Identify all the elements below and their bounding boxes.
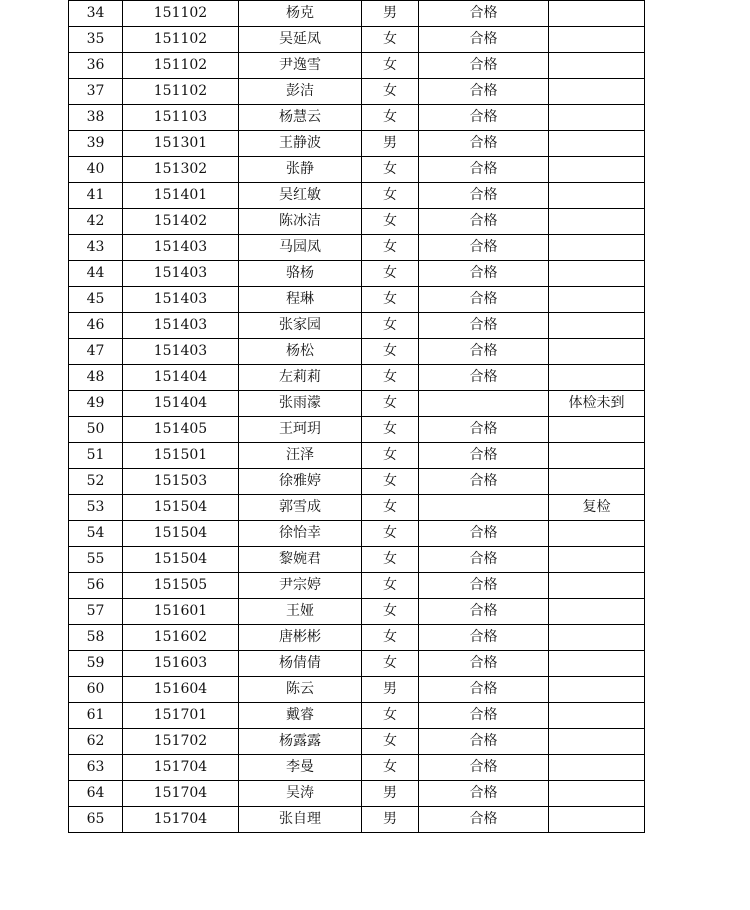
result-cell: 合格 xyxy=(419,183,549,209)
gender-cell: 女 xyxy=(362,703,419,729)
remark-cell: 体检未到 xyxy=(549,391,645,417)
table-row xyxy=(69,79,645,105)
table-body xyxy=(69,1,645,833)
class-id-cell: 151704 xyxy=(123,755,239,781)
result-cell: 合格 xyxy=(419,521,549,547)
table-row xyxy=(69,573,645,599)
table-row xyxy=(69,807,645,833)
remark-cell xyxy=(549,235,645,261)
row-number-cell: 44 xyxy=(69,261,123,287)
class-id-cell: 151103 xyxy=(123,105,239,131)
table-row xyxy=(69,495,645,521)
class-id-cell: 151404 xyxy=(123,365,239,391)
class-id-cell: 151403 xyxy=(123,261,239,287)
remark-cell xyxy=(549,443,645,469)
row-number-cell: 60 xyxy=(69,677,123,703)
class-id-cell: 151301 xyxy=(123,131,239,157)
remark-cell xyxy=(549,287,645,313)
remark-cell xyxy=(549,339,645,365)
remark-cell xyxy=(549,599,645,625)
result-cell: 合格 xyxy=(419,287,549,313)
gender-cell: 女 xyxy=(362,209,419,235)
remark-cell xyxy=(549,157,645,183)
result-cell: 合格 xyxy=(419,781,549,807)
student-name-cell: 王静波 xyxy=(239,131,362,157)
gender-cell: 女 xyxy=(362,53,419,79)
result-cell: 合格 xyxy=(419,313,549,339)
remark-cell xyxy=(549,677,645,703)
table-row xyxy=(69,417,645,443)
result-cell: 合格 xyxy=(419,157,549,183)
remark-cell xyxy=(549,469,645,495)
row-number-cell: 61 xyxy=(69,703,123,729)
student-name-cell: 唐彬彬 xyxy=(239,625,362,651)
health-check-table xyxy=(68,0,645,833)
table-row xyxy=(69,183,645,209)
gender-cell: 男 xyxy=(362,781,419,807)
table-row xyxy=(69,521,645,547)
gender-cell: 女 xyxy=(362,625,419,651)
result-cell: 合格 xyxy=(419,417,549,443)
table-row xyxy=(69,703,645,729)
class-id-cell: 151403 xyxy=(123,235,239,261)
remark-cell xyxy=(549,131,645,157)
gender-cell: 女 xyxy=(362,599,419,625)
table-row xyxy=(69,547,645,573)
result-cell: 合格 xyxy=(419,573,549,599)
table-row xyxy=(69,729,645,755)
gender-cell: 女 xyxy=(362,287,419,313)
class-id-cell: 151504 xyxy=(123,547,239,573)
student-name-cell: 戴睿 xyxy=(239,703,362,729)
class-id-cell: 151402 xyxy=(123,209,239,235)
row-number-cell: 37 xyxy=(69,79,123,105)
class-id-cell: 151601 xyxy=(123,599,239,625)
row-number-cell: 56 xyxy=(69,573,123,599)
table-row xyxy=(69,339,645,365)
result-cell: 合格 xyxy=(419,209,549,235)
table-row xyxy=(69,365,645,391)
gender-cell: 女 xyxy=(362,391,419,417)
remark-cell xyxy=(549,209,645,235)
table-row xyxy=(69,677,645,703)
row-number-cell: 53 xyxy=(69,495,123,521)
gender-cell: 男 xyxy=(362,1,419,27)
row-number-cell: 38 xyxy=(69,105,123,131)
table-row xyxy=(69,27,645,53)
remark-cell xyxy=(549,755,645,781)
gender-cell: 女 xyxy=(362,339,419,365)
gender-cell: 男 xyxy=(362,677,419,703)
table-row xyxy=(69,209,645,235)
table-row xyxy=(69,157,645,183)
table-row xyxy=(69,781,645,807)
student-name-cell: 吴红敏 xyxy=(239,183,362,209)
class-id-cell: 151602 xyxy=(123,625,239,651)
remark-cell xyxy=(549,105,645,131)
gender-cell: 女 xyxy=(362,235,419,261)
table-row xyxy=(69,261,645,287)
class-id-cell: 151701 xyxy=(123,703,239,729)
table-row xyxy=(69,1,645,27)
document-page xyxy=(68,0,644,833)
row-number-cell: 57 xyxy=(69,599,123,625)
student-name-cell: 吴延凤 xyxy=(239,27,362,53)
result-cell: 合格 xyxy=(419,1,549,27)
gender-cell: 女 xyxy=(362,547,419,573)
table-row xyxy=(69,313,645,339)
gender-cell: 女 xyxy=(362,755,419,781)
result-cell: 合格 xyxy=(419,651,549,677)
row-number-cell: 45 xyxy=(69,287,123,313)
row-number-cell: 65 xyxy=(69,807,123,833)
row-number-cell: 42 xyxy=(69,209,123,235)
student-name-cell: 杨露露 xyxy=(239,729,362,755)
class-id-cell: 151403 xyxy=(123,313,239,339)
class-id-cell: 151501 xyxy=(123,443,239,469)
result-cell: 合格 xyxy=(419,27,549,53)
gender-cell: 女 xyxy=(362,495,419,521)
class-id-cell: 151403 xyxy=(123,339,239,365)
row-number-cell: 51 xyxy=(69,443,123,469)
gender-cell: 女 xyxy=(362,79,419,105)
row-number-cell: 49 xyxy=(69,391,123,417)
gender-cell: 女 xyxy=(362,729,419,755)
class-id-cell: 151704 xyxy=(123,807,239,833)
row-number-cell: 63 xyxy=(69,755,123,781)
student-name-cell: 徐怡幸 xyxy=(239,521,362,547)
student-name-cell: 彭洁 xyxy=(239,79,362,105)
result-cell: 合格 xyxy=(419,53,549,79)
remark-cell xyxy=(549,729,645,755)
student-name-cell: 吴涛 xyxy=(239,781,362,807)
remark-cell xyxy=(549,183,645,209)
row-number-cell: 46 xyxy=(69,313,123,339)
row-number-cell: 54 xyxy=(69,521,123,547)
class-id-cell: 151505 xyxy=(123,573,239,599)
row-number-cell: 36 xyxy=(69,53,123,79)
row-number-cell: 62 xyxy=(69,729,123,755)
class-id-cell: 151504 xyxy=(123,521,239,547)
remark-cell xyxy=(549,417,645,443)
gender-cell: 女 xyxy=(362,651,419,677)
student-name-cell: 汪泽 xyxy=(239,443,362,469)
result-cell xyxy=(419,391,549,417)
student-name-cell: 徐雅婷 xyxy=(239,469,362,495)
gender-cell: 女 xyxy=(362,365,419,391)
result-cell: 合格 xyxy=(419,105,549,131)
class-id-cell: 151403 xyxy=(123,287,239,313)
class-id-cell: 151704 xyxy=(123,781,239,807)
row-number-cell: 34 xyxy=(69,1,123,27)
result-cell: 合格 xyxy=(419,79,549,105)
class-id-cell: 151604 xyxy=(123,677,239,703)
student-name-cell: 马园凤 xyxy=(239,235,362,261)
gender-cell: 女 xyxy=(362,521,419,547)
remark-cell xyxy=(549,79,645,105)
remark-cell xyxy=(549,521,645,547)
remark-cell xyxy=(549,625,645,651)
row-number-cell: 50 xyxy=(69,417,123,443)
remark-cell xyxy=(549,547,645,573)
class-id-cell: 151503 xyxy=(123,469,239,495)
row-number-cell: 43 xyxy=(69,235,123,261)
remark-cell xyxy=(549,313,645,339)
student-name-cell: 骆杨 xyxy=(239,261,362,287)
student-name-cell: 杨慧云 xyxy=(239,105,362,131)
table-row xyxy=(69,443,645,469)
student-name-cell: 王珂玥 xyxy=(239,417,362,443)
result-cell: 合格 xyxy=(419,807,549,833)
table-row xyxy=(69,105,645,131)
class-id-cell: 151401 xyxy=(123,183,239,209)
table-row xyxy=(69,625,645,651)
gender-cell: 女 xyxy=(362,157,419,183)
class-id-cell: 151102 xyxy=(123,53,239,79)
remark-cell xyxy=(549,573,645,599)
result-cell: 合格 xyxy=(419,235,549,261)
row-number-cell: 35 xyxy=(69,27,123,53)
table-row xyxy=(69,651,645,677)
result-cell: 合格 xyxy=(419,469,549,495)
row-number-cell: 47 xyxy=(69,339,123,365)
student-name-cell: 郭雪成 xyxy=(239,495,362,521)
gender-cell: 女 xyxy=(362,469,419,495)
result-cell: 合格 xyxy=(419,339,549,365)
row-number-cell: 59 xyxy=(69,651,123,677)
table-row xyxy=(69,53,645,79)
remark-cell xyxy=(549,261,645,287)
result-cell: 合格 xyxy=(419,729,549,755)
student-name-cell: 张雨濛 xyxy=(239,391,362,417)
table-row xyxy=(69,599,645,625)
table-row xyxy=(69,287,645,313)
student-name-cell: 陈冰洁 xyxy=(239,209,362,235)
student-name-cell: 尹宗婷 xyxy=(239,573,362,599)
remark-cell xyxy=(549,27,645,53)
remark-cell xyxy=(549,365,645,391)
table-row xyxy=(69,235,645,261)
student-name-cell: 左莉莉 xyxy=(239,365,362,391)
result-cell: 合格 xyxy=(419,261,549,287)
student-name-cell: 王娅 xyxy=(239,599,362,625)
gender-cell: 女 xyxy=(362,261,419,287)
gender-cell: 女 xyxy=(362,27,419,53)
student-name-cell: 李曼 xyxy=(239,755,362,781)
remark-cell xyxy=(549,781,645,807)
gender-cell: 女 xyxy=(362,183,419,209)
row-number-cell: 55 xyxy=(69,547,123,573)
row-number-cell: 52 xyxy=(69,469,123,495)
remark-cell xyxy=(549,703,645,729)
student-name-cell: 杨克 xyxy=(239,1,362,27)
class-id-cell: 151603 xyxy=(123,651,239,677)
table-row xyxy=(69,391,645,417)
result-cell: 合格 xyxy=(419,547,549,573)
student-name-cell: 张静 xyxy=(239,157,362,183)
row-number-cell: 39 xyxy=(69,131,123,157)
result-cell xyxy=(419,495,549,521)
student-name-cell: 杨松 xyxy=(239,339,362,365)
gender-cell: 女 xyxy=(362,105,419,131)
row-number-cell: 64 xyxy=(69,781,123,807)
class-id-cell: 151702 xyxy=(123,729,239,755)
gender-cell: 女 xyxy=(362,417,419,443)
class-id-cell: 151102 xyxy=(123,27,239,53)
class-id-cell: 151504 xyxy=(123,495,239,521)
result-cell: 合格 xyxy=(419,703,549,729)
student-name-cell: 程琳 xyxy=(239,287,362,313)
remark-cell xyxy=(549,807,645,833)
result-cell: 合格 xyxy=(419,443,549,469)
student-name-cell: 张自理 xyxy=(239,807,362,833)
result-cell: 合格 xyxy=(419,365,549,391)
student-name-cell: 尹逸雪 xyxy=(239,53,362,79)
row-number-cell: 40 xyxy=(69,157,123,183)
table-row xyxy=(69,131,645,157)
result-cell: 合格 xyxy=(419,755,549,781)
student-name-cell: 杨倩倩 xyxy=(239,651,362,677)
gender-cell: 女 xyxy=(362,313,419,339)
row-number-cell: 48 xyxy=(69,365,123,391)
remark-cell xyxy=(549,1,645,27)
class-id-cell: 151302 xyxy=(123,157,239,183)
remark-cell: 复检 xyxy=(549,495,645,521)
gender-cell: 男 xyxy=(362,807,419,833)
gender-cell: 男 xyxy=(362,131,419,157)
row-number-cell: 58 xyxy=(69,625,123,651)
remark-cell xyxy=(549,651,645,677)
table-row xyxy=(69,469,645,495)
student-name-cell: 陈云 xyxy=(239,677,362,703)
class-id-cell: 151404 xyxy=(123,391,239,417)
student-name-cell: 张家园 xyxy=(239,313,362,339)
remark-cell xyxy=(549,53,645,79)
student-name-cell: 黎婉君 xyxy=(239,547,362,573)
class-id-cell: 151405 xyxy=(123,417,239,443)
row-number-cell: 41 xyxy=(69,183,123,209)
gender-cell: 女 xyxy=(362,573,419,599)
result-cell: 合格 xyxy=(419,131,549,157)
result-cell: 合格 xyxy=(419,677,549,703)
result-cell: 合格 xyxy=(419,599,549,625)
table-row xyxy=(69,755,645,781)
gender-cell: 女 xyxy=(362,443,419,469)
class-id-cell: 151102 xyxy=(123,79,239,105)
class-id-cell: 151102 xyxy=(123,1,239,27)
result-cell: 合格 xyxy=(419,625,549,651)
